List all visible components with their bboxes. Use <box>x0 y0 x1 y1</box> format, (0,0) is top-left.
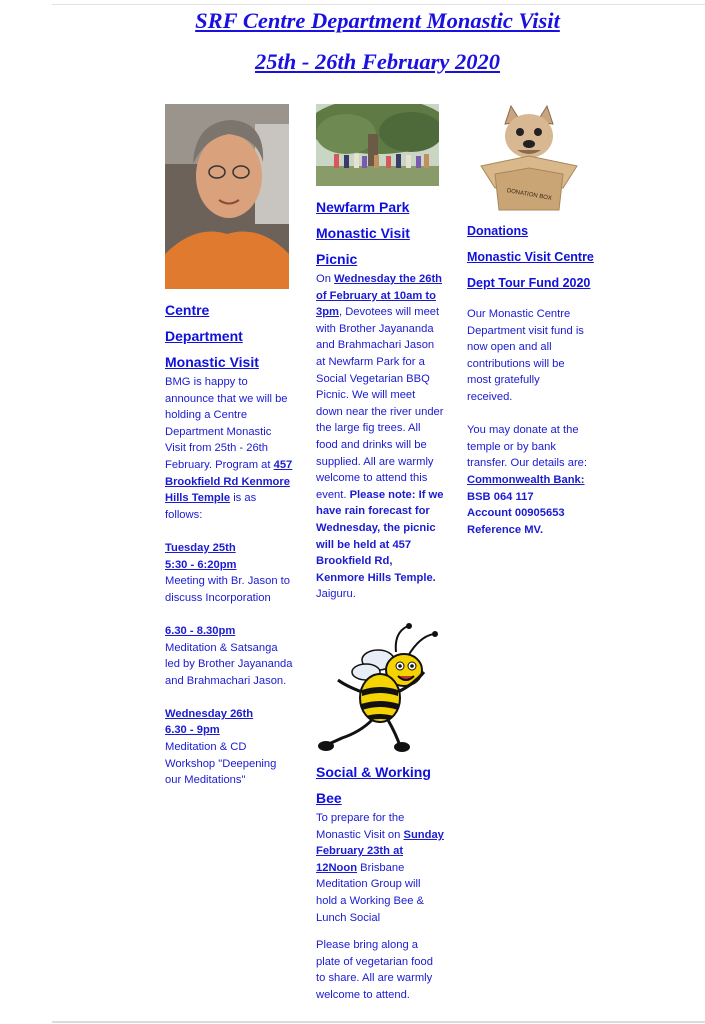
picnic-date-link[interactable]: Wednesday the 26th of February at 10am to 3pm <box>316 273 443 319</box>
picnic-signoff: Jaiguru. <box>316 588 356 601</box>
donation-dog-image <box>467 104 590 214</box>
working-bee-heading-2[interactable]: Bee <box>316 790 342 806</box>
visit-heading-1[interactable]: Centre <box>165 302 210 318</box>
page-title-line1[interactable]: SRF Centre Department Monastic Visit <box>195 8 560 33</box>
wednesday-time-link[interactable]: 6.30 - 9pm <box>165 724 220 737</box>
rain-note: Please note: If we have rain forecast for Wednesday, the picnic will be held at 457 Brookfield Rd, Kenmore Hills Temple. <box>316 488 444 584</box>
visit-intro-end: is as follows: <box>165 492 257 521</box>
donations-heading-1[interactable]: Donations <box>467 224 529 238</box>
tuesday-description: Meeting with Br. Jason to discuss Incorporation <box>165 575 290 604</box>
picnic-column <box>316 194 444 603</box>
donation-box-label: DONATION BOX <box>506 188 553 202</box>
visit-heading-3[interactable]: Monastic Visit <box>165 354 259 370</box>
page-title-line2[interactable]: 25th - 26th February 2020 <box>254 49 501 74</box>
picnic-heading-2[interactable]: Monastic Visit Picnic <box>316 225 410 267</box>
picnic-on: On <box>316 273 331 285</box>
donations-heading-2[interactable]: Monastic Visit Centre <box>467 250 594 264</box>
top-divider <box>52 4 705 5</box>
meditation-time-link[interactable]: 6.30 - 8.30pm <box>165 624 236 637</box>
tuesday-link[interactable]: Tuesday 25th <box>165 541 236 554</box>
picnic-body: , Devotees will meet with Brother Jayananda and Brahmachari Jason at Newfarm Park for a Social Vegetarian BBQ Picnic. We will meet down near the river under the large fig trees. All food and drinks will be supplied. All are warmly welcome to attend this event. <box>316 306 444 501</box>
working-bee-intro: To prepare for the Monastic Visit on <box>316 812 405 841</box>
donations-column <box>467 218 607 538</box>
donations-body-2: You may donate at the temple or by bank transfer. Our details are: <box>467 424 588 470</box>
working-bee-date-link[interactable]: Sunday February 23th at 12Noon <box>316 828 444 874</box>
bsb-number: BSB 064 117 <box>467 490 534 503</box>
working-bee-column <box>316 759 444 1004</box>
working-bee-body: Brisbane Meditation Group will hold a Working Bee & Lunch Social <box>316 861 425 924</box>
bank-link[interactable]: Commonwealth Bank: <box>467 473 585 486</box>
donations-body-1: Our Monastic Centre Department visit fund is now open and all contributions will be most gratefully received. <box>467 308 584 403</box>
wednesday-description: Meditation & CD Workshop "Deepening our Meditations" <box>165 741 277 787</box>
visit-intro: BMG is happy to announce that we will be holding a Centre Department Monastic Visit from 25th - 26th February. Program at <box>165 376 288 471</box>
bottom-divider <box>52 1021 705 1023</box>
working-bee-note: Please bring along a plate of vegetarian food to share. All are warmly welcome to attend. <box>316 939 433 1001</box>
wednesday-link[interactable]: Wednesday 26th <box>165 707 254 720</box>
tuesday-time-link[interactable]: 5:30 - 6:20pm <box>165 558 237 571</box>
cartoon-bee-image <box>316 622 440 754</box>
brother-portrait-image <box>165 104 289 289</box>
donations-heading-3[interactable]: Dept Tour Fund 2020 <box>467 276 591 290</box>
picnic-group-image <box>316 104 439 186</box>
meditation-description: Meditation & Satsanga led by Brother Jayananda and Brahmachari Jason. <box>165 641 293 687</box>
picnic-heading-1[interactable]: Newfarm Park <box>316 199 410 215</box>
visit-heading-2[interactable]: Department <box>165 328 243 344</box>
visit-column <box>165 297 293 789</box>
working-bee-heading-1[interactable]: Social & Working <box>316 764 431 780</box>
account-number: Account 00905653 <box>467 507 565 520</box>
temple-address-link[interactable]: 457 Brookfield Rd Kenmore Hills Temple <box>165 458 293 505</box>
payment-reference: Reference MV. <box>467 523 544 536</box>
